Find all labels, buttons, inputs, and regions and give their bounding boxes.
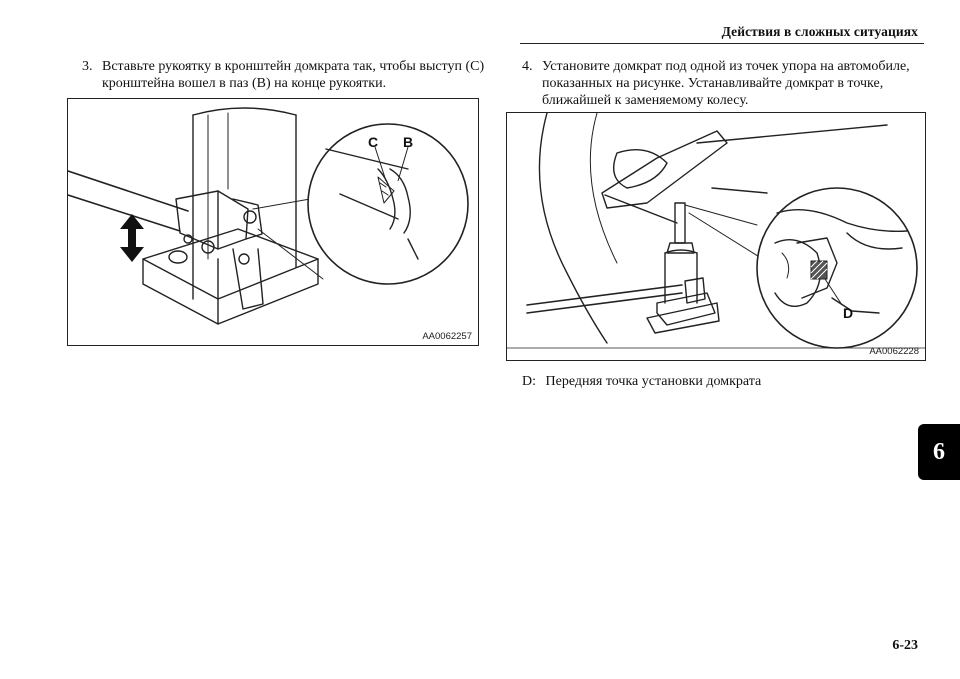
figure-code: AA0062257 xyxy=(422,331,472,342)
caption-label: D: xyxy=(522,374,536,389)
jack-point-marker xyxy=(811,261,827,279)
step-number: 4. xyxy=(522,59,533,74)
step-number: 3. xyxy=(82,59,93,74)
step-text: Вставьте рукоятку в кронштейн домкрата так, чтобы выступ (C) кронштейна вошел в паз (B) на конце рукоятки. xyxy=(102,59,485,91)
page-number: 6-23 xyxy=(892,638,918,653)
callout-c: C xyxy=(368,134,379,150)
header-rule xyxy=(520,43,924,44)
section-title: Действия в сложных ситуациях xyxy=(721,24,918,39)
figure-jack-placement xyxy=(506,112,926,361)
figure-code: AA0062228 xyxy=(869,346,919,357)
figure-caption xyxy=(522,374,761,390)
step-4 xyxy=(522,58,932,118)
caption-text: Передняя точка установки домкрата xyxy=(545,374,762,389)
double-arrow-icon xyxy=(120,214,144,262)
jack-handle-illustration xyxy=(68,99,478,345)
jack-placement-illustration xyxy=(507,113,925,360)
chapter-tab: 6 xyxy=(918,424,960,480)
step-3 xyxy=(82,58,492,98)
figure-jack-handle xyxy=(67,98,479,346)
callout-d: D xyxy=(843,305,854,321)
step-text: Установите домкрат под одной из точек упора на автомобиле, показанных на рисунке. Устанавливайте домкрат в точке, ближайшей к заменяемому колесу. xyxy=(542,59,910,108)
callout-b: B xyxy=(403,134,414,150)
